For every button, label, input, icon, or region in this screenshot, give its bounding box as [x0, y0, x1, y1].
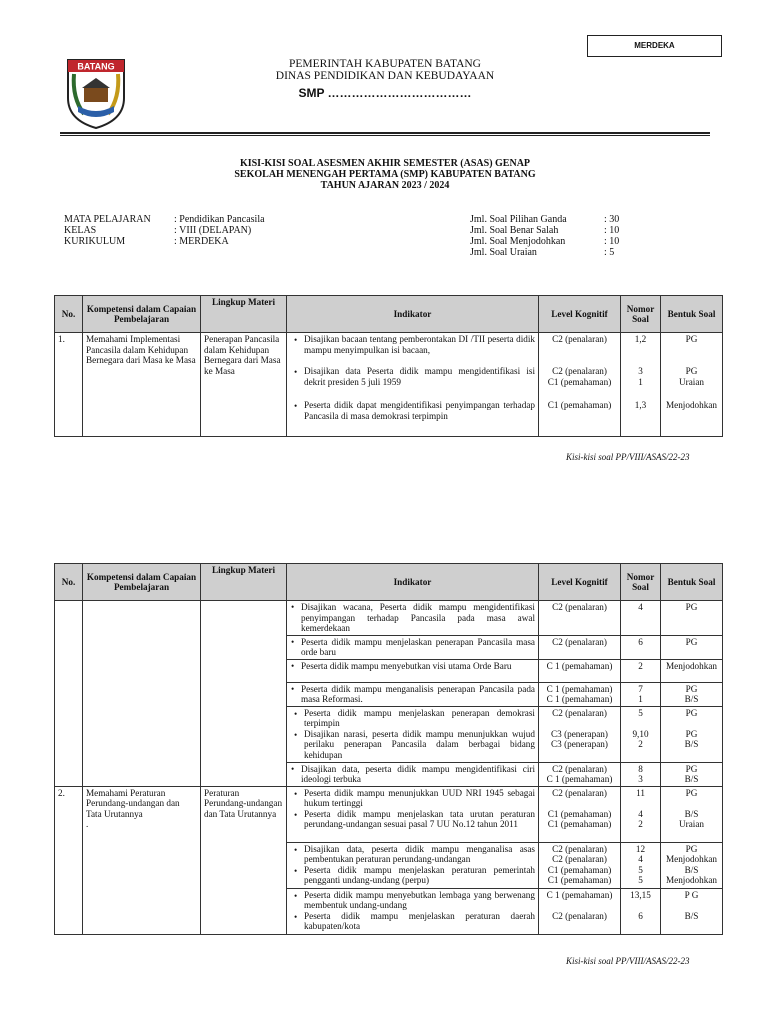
nomor-value: 13,15 6 — [621, 888, 661, 934]
meta-value: : VIII (DELAPAN) — [174, 225, 252, 236]
indicator-item: • Peserta didik mampu menyebutkan lembaga yang berwenang membentuk undang-undang — [290, 890, 535, 911]
bentuk-value: PG — [661, 601, 723, 636]
level-value: C2 (penalaran) C1 (pemahaman) — [547, 366, 612, 387]
meta-label: KURIKULUM — [64, 236, 126, 247]
kisi-table-2 — [54, 563, 723, 935]
page-footer-2: Kisi-kisi soal PP/VIII/ASAS/22-23 — [566, 956, 690, 966]
meta-right-values — [604, 214, 644, 258]
row-bentuk — [661, 333, 723, 437]
meta-left-labels — [64, 214, 174, 247]
indicator-cell — [287, 706, 539, 762]
indicator-item: • Disajikan data Peserta didik mampu mengidentifikasi isi dekrit presiden 5 juli 1959 — [290, 366, 535, 400]
indicator-item: • Peserta didik dapat mengidentifikasi penyimpangan terhadap Pancasila di masa demokrasi terpimpin — [290, 400, 535, 421]
row-level — [539, 333, 621, 437]
level-value: C2 (penalaran) C3 (penerapan) C3 (penerapan) — [539, 706, 621, 762]
row-kompetensi: Memahami Implementasi Pancasila dalam Kehidupan Bernegara dari Masa ke Masa — [83, 333, 201, 437]
nomor-value: 7 1 — [621, 682, 661, 706]
bentuk-value: PG B/S — [661, 682, 723, 706]
svg-text:BATANG: BATANG — [77, 61, 115, 72]
bentuk-value: Menjodohkan — [661, 659, 723, 682]
meta-label: KELAS — [64, 225, 97, 236]
level-value: C 1 (pemahaman) C2 (penalaran) — [539, 888, 621, 934]
indicator-item: • Disajikan narasi, peserta didik mampu menunjukkan wujud perilaku penerapan Pancasila dalam berbagai bidang kehidupan — [290, 729, 535, 761]
meta-label: Jml. Soal Pilihan Ganda — [470, 214, 567, 225]
header-line-1: PEMERINTAH KABUPATEN BATANG — [289, 58, 481, 70]
row-lingkup: Peraturan Perundang-undangan dan Tata Urutannya — [201, 786, 287, 934]
row-nomor — [621, 333, 661, 437]
meta-left-values — [174, 214, 334, 247]
row-lingkup — [201, 601, 287, 787]
indicator-item: • Peserta didik mampu menjelaskan penerapan demokrasi terpimpin — [290, 708, 535, 729]
header-rule-thick — [60, 132, 710, 134]
col-header-bentuk: Bentuk Soal — [661, 564, 723, 601]
meta-value: : Pendidikan Pancasila — [174, 214, 265, 225]
indicator-item: • Peserta didik mampu menyebutkan visi utama Orde Baru — [287, 659, 539, 682]
col-header-kompetensi: Kompetensi dalam Capaian Pembelajaran — [83, 296, 201, 333]
row-no: 1. — [55, 333, 83, 437]
title-line-2: SEKOLAH MENENGAH PERTAMA (SMP) KABUPATEN BATANG — [234, 169, 536, 180]
bentuk-value: PG — [661, 635, 723, 659]
school-name: SMP ……………………………… — [298, 86, 472, 100]
meta-value: : 10 — [604, 236, 620, 247]
meta-label: MATA PELAJARAN — [64, 214, 151, 225]
title-line-3: TAHUN AJARAN 2023 / 2024 — [320, 180, 450, 191]
bentuk-value: PG B/S Uraian — [661, 786, 723, 842]
nomor-value: 11 4 2 — [621, 786, 661, 842]
indicator-item: • Disajikan data, peserta didik mampu menganalisa asas pembentukan peraturan perundang-undangan — [290, 844, 535, 865]
indicator-item: • Peserta didik mampu menjelaskan peraturan daerah kabupaten/kota — [290, 911, 535, 932]
kisi-table-1 — [54, 295, 723, 437]
indicator-cell — [287, 842, 539, 888]
kompetensi-text: Memahami Peraturan Perundang-undangan dan Tata Urutannya — [86, 787, 180, 819]
header-rule-thin — [60, 135, 710, 136]
nomor-value: 6 — [621, 635, 661, 659]
level-value: C 1 (pemahaman) C 1 (pemahaman) — [539, 682, 621, 706]
meta-label: Jml. Soal Uraian — [470, 247, 537, 258]
indicator-item: • Disajikan data, peserta didik mampu mengidentifikasi ciri ideologi terbuka — [287, 762, 539, 786]
bentuk-value: P G B/S — [661, 888, 723, 934]
indicator-item: • Peserta didik mampu menjelaskan tata urutan peraturan perundang-undangan sesuai pasal 7 UU No.12 tahun 2011 — [290, 809, 535, 830]
meta-label: Jml. Soal Benar Salah — [470, 225, 559, 236]
row-no: 2. — [55, 786, 83, 934]
col-header-level: Level Kognitif — [539, 564, 621, 601]
nomor-value: 1,2 — [634, 334, 647, 344]
nomor-value: 8 3 — [621, 762, 661, 786]
table-row — [55, 601, 723, 636]
level-value: C2 (penalaran) C2 (penalaran) C1 (pemahaman) C1 (pemahaman) — [539, 842, 621, 888]
col-header-no: No. — [55, 564, 83, 601]
nomor-value: 2 — [621, 659, 661, 682]
bentuk-value: PG Uraian — [679, 366, 704, 387]
page-footer-1: Kisi-kisi soal PP/VIII/ASAS/22-23 — [566, 452, 690, 462]
indicator-item: • Peserta didik mampu menjelaskan penerapan Pancasila masa orde baru — [287, 635, 539, 659]
col-header-no: No. — [55, 296, 83, 333]
curriculum-badge: MERDEKA — [587, 35, 722, 57]
level-value: C1 (pemahaman) — [547, 400, 612, 410]
indicator-item: • Disajikan wacana, Peserta didik mampu mengidentifikasi penyimpangan terhadap Pancasila pada masa awal kemerdekaan — [287, 601, 539, 636]
bentuk-value: Menjodohkan — [665, 400, 718, 410]
row-kompetensi — [83, 601, 201, 787]
row-indikator — [287, 333, 539, 437]
meta-value: : 5 — [604, 247, 615, 258]
indicator-item: • Peserta didik mampu menunjukkan UUD NRI 1945 sebagai hukum tertinggi — [290, 788, 535, 809]
nomor-value: 12 4 5 5 — [621, 842, 661, 888]
nomor-value: 5 9,10 2 — [621, 706, 661, 762]
bentuk-value: PG — [685, 334, 698, 344]
level-value: C2 (penalaran) — [539, 635, 621, 659]
meta-label: Jml. Soal Menjodohkan — [470, 236, 566, 247]
indicator-cell — [287, 888, 539, 934]
col-header-level: Level Kognitif — [539, 296, 621, 333]
indicator-item: • Disajikan bacaan tentang pemberontakan DI /TII peserta didik mampu menyimpulkan isi bacaan, — [290, 334, 535, 366]
level-value: C2 (penalaran) — [539, 601, 621, 636]
col-header-lingkup: Lingkup Materi — [201, 564, 287, 601]
indicator-cell — [287, 786, 539, 842]
meta-right-labels — [470, 214, 600, 258]
col-header-indikator: Indikator — [287, 564, 539, 601]
indicator-item: • Peserta didik mampu menganalisis penerapan Pancasila pada masa Reformasi. — [287, 682, 539, 706]
table-row — [55, 786, 723, 842]
bentuk-value: PG PG B/S — [661, 706, 723, 762]
row-kompetensi — [83, 786, 201, 934]
kompetensi-extra: . — [86, 819, 89, 829]
col-header-indikator: Indikator — [287, 296, 539, 333]
title-line-1: KISI-KISI SOAL ASESMEN AKHIR SEMESTER (ASAS) GENAP — [239, 158, 531, 169]
bentuk-value: PG B/S — [661, 762, 723, 786]
indicator-item: • Peserta didik mampu menjelaskan peraturan pemerintah pengganti undang-undang (perpu) — [290, 865, 535, 886]
meta-value: : MERDEKA — [174, 236, 229, 247]
level-value: C 1 (pemahaman) — [539, 659, 621, 682]
row-lingkup: Penerapan Pancasila dalam Kehidupan Bernegara dari Masa ke Masa — [201, 333, 287, 437]
col-header-nomor: Nomor Soal — [621, 564, 661, 601]
table-row — [55, 333, 723, 437]
level-value: C2 (penalaran) — [552, 334, 607, 344]
col-header-kompetensi: Kompetensi dalam Capaian Pembelajaran — [83, 564, 201, 601]
col-header-bentuk: Bentuk Soal — [661, 296, 723, 333]
level-value: C2 (penalaran) C 1 (pemahaman) — [539, 762, 621, 786]
header-line-2: DINAS PENDIDIKAN DAN KEBUDAYAAN — [275, 70, 495, 82]
level-value: C2 (penalaran) C1 (pemahaman) C1 (pemahaman) — [539, 786, 621, 842]
meta-value: : 10 — [604, 225, 620, 236]
row-no — [55, 601, 83, 787]
col-header-nomor: Nomor Soal — [621, 296, 661, 333]
nomor-value: 3 1 — [638, 366, 643, 387]
meta-value: : 30 — [604, 214, 620, 225]
col-header-lingkup: Lingkup Materi — [201, 296, 287, 333]
batang-regency-logo — [64, 58, 128, 130]
header-line-3 — [230, 87, 540, 100]
bentuk-value: PG Menjodohkan B/S Menjodohkan — [661, 842, 723, 888]
nomor-value: 1,3 — [634, 400, 647, 410]
nomor-value: 4 — [621, 601, 661, 636]
